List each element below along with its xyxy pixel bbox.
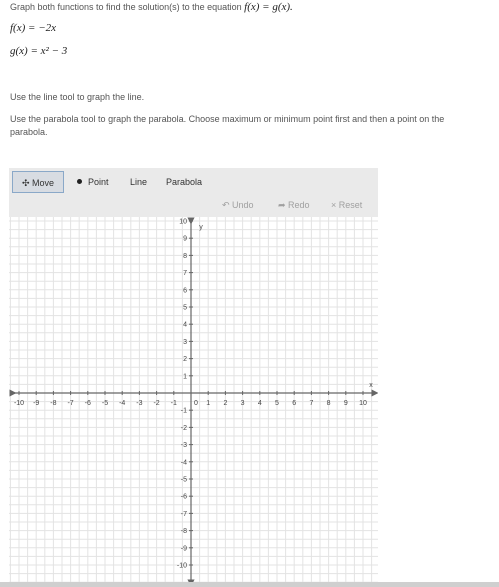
- graphing-tool: [9, 168, 378, 587]
- move-icon: ✣: [21, 178, 30, 188]
- x-tick-label: 1: [206, 400, 211, 407]
- tick-labels: [14, 219, 373, 570]
- coordinate-grid[interactable]: [9, 217, 378, 587]
- x-tick-label: 8: [326, 400, 331, 407]
- redo-button[interactable]: ➦ Redo: [278, 200, 310, 210]
- x-tick-label: -10: [13, 400, 25, 407]
- question-prompt: [10, 1, 293, 13]
- x-tick-label: 4: [257, 400, 262, 407]
- y-tick-label: -2: [180, 424, 187, 432]
- line-label: Line: [130, 177, 148, 187]
- y-tick-label: 6: [183, 287, 187, 295]
- y-tick-label: 8: [183, 252, 187, 260]
- line-tool-button[interactable]: [130, 171, 147, 193]
- parabola-instruction: Use the parabola tool to graph the parabola. Choose maximum or minimum point first and then a point on the parabola.: [10, 114, 445, 137]
- g-definition: g(x) = x² − 3: [10, 45, 68, 57]
- y-tick-label: 2: [183, 356, 187, 364]
- x-tick-label: 9: [343, 400, 348, 407]
- x-tick-label: 7: [309, 400, 314, 407]
- origin-label: 0: [194, 400, 198, 407]
- y-tick-label: -10: [176, 562, 187, 570]
- x-tick-label: -7: [67, 400, 74, 407]
- x-tick-label: -8: [50, 400, 57, 407]
- point-tool-button[interactable]: [77, 171, 109, 193]
- x-tick-label: 2: [223, 400, 228, 407]
- reset-button[interactable]: × Reset: [331, 200, 363, 210]
- x-tick-label: 5: [275, 400, 279, 407]
- y-tick-label: 5: [183, 304, 187, 312]
- move-label: Move: [32, 178, 55, 188]
- line-instruction: Use the line tool to graph the line.: [10, 92, 145, 102]
- y-tick-label: -6: [180, 493, 187, 501]
- y-tick-label: -1: [180, 407, 187, 415]
- toolbar: [9, 168, 378, 217]
- y-tick-label: 10: [179, 218, 187, 226]
- y-tick-label: 9: [183, 235, 187, 243]
- x-tick-label: 3: [240, 400, 245, 407]
- prompt-text: Graph both functions to find the solution(s) to the equation: [10, 2, 245, 12]
- undo-button[interactable]: ↶ Undo: [222, 200, 254, 210]
- y-tick-label: -5: [180, 476, 187, 484]
- x-tick-label: -3: [136, 400, 143, 407]
- y-tick-label: 3: [183, 338, 187, 346]
- y-tick-label: -8: [180, 528, 187, 536]
- y-tick-label: 1: [183, 373, 187, 381]
- parabola-tool-button[interactable]: [166, 171, 202, 193]
- bottom-scrollbar[interactable]: [0, 582, 499, 587]
- x-tick-label: -6: [84, 400, 91, 407]
- x-tick-label: 6: [292, 400, 297, 407]
- f-definition: f(x) = −2x: [10, 22, 56, 34]
- y-tick-label: -3: [180, 442, 187, 450]
- x-tick-label: -2: [153, 400, 160, 407]
- x-axis-label: x: [369, 382, 373, 389]
- y-axis-label: y: [199, 224, 203, 231]
- y-tick-label: -7: [180, 510, 187, 518]
- point-icon: [77, 179, 82, 184]
- x-tick-label: -9: [33, 400, 40, 407]
- y-tick-label: -4: [180, 459, 187, 467]
- x-tick-label: 10: [359, 400, 367, 407]
- x-tick-label: -5: [101, 400, 109, 407]
- y-tick-label: -9: [180, 545, 187, 553]
- equation-text: f(x) = g(x).: [244, 1, 293, 13]
- x-tick-label: -1: [170, 400, 177, 407]
- move-tool-button[interactable]: [12, 171, 64, 193]
- point-label: Point: [88, 177, 109, 187]
- y-tick-label: 4: [183, 321, 187, 329]
- x-tick-label: -4: [119, 400, 126, 407]
- parabola-label: Parabola: [166, 177, 203, 187]
- y-tick-label: 7: [183, 270, 187, 278]
